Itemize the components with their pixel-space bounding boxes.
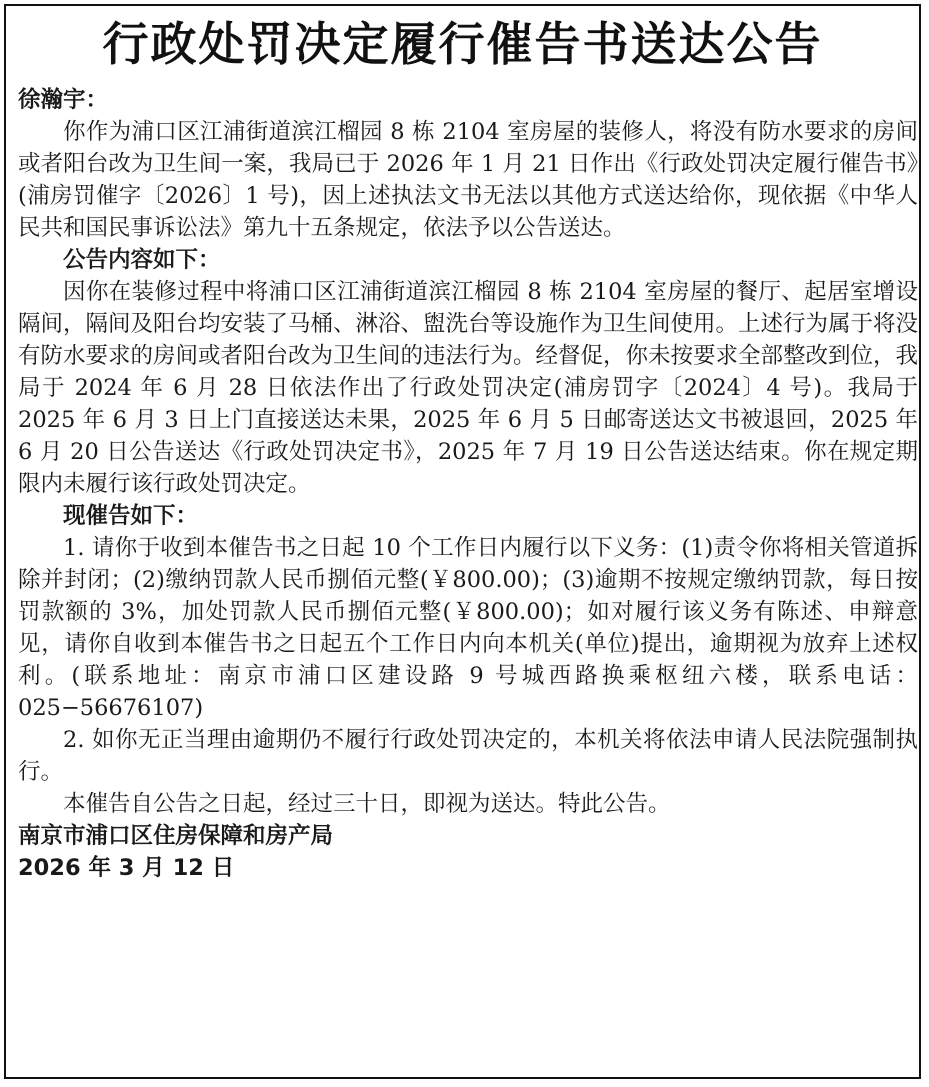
intro-paragraph: 你作为浦口区江浦街道滨江榴园 8 栋 2104 室房屋的装修人，将没有防水要求的房间或者阳台改为卫生间一案，我局已于 2026 年 1 月 21 日作出《行政处罚决定履行催告书》(浦房罚催字〔2026〕1 号)，因上述执法文书无法以其他方式送达给你，现依据《中华人民共和国民事诉讼法》第九十五条规定，依法予以公告送达。 (18, 119, 918, 241)
content-paragraph: 因你在装修过程中将浦口区江浦街道滨江榴园 8 栋 2104 室房屋的餐厅、起居室增设隔间，隔间及阳台均安装了马桶、淋浴、盥洗台等设施作为卫生间使用。上述行为属于将没有防水要求的房间或者阳台改为卫生间的违法行为。经督促，你未按要求全部整改到位，我局于 2024 年 6 月 28 日依法作出了行政处罚决定(浦房罚字〔2024〕4 号)。我局于 2025 年 6 月 3 日上门直接送达未果，2025 年 6 月 5 日邮寄送达文书被退回，2025 年 6 月 20 日公告送达《行政处罚决定书》，2025 年 7 月 19 日公告送达结束。你在规定期限内未履行该行政处罚决定。 (18, 279, 919, 497)
addressee: 徐瀚宇： (18, 87, 109, 113)
urge-item-2: 2. 如你无正当理由逾期仍不履行行政处罚决定的，本机关将依法申请人民法院强制执行。 (18, 727, 918, 785)
notice-title: 行政处罚决定履行催告书送达公告 (102, 17, 823, 71)
urge-item-1: 1. 请你于收到本催告书之日起 10 个工作日内履行以下义务：(1)责令你将相关管道拆除并封闭；(2)缴纳罚款人民币捌佰元整(￥800.00)；(3)逾期不按规定缴纳罚款，每日按罚款额的 3%，加处罚款人民币捌佰元整(￥800.00)；如对履行该义务有陈述、申辩意见，请你自收到本催告书之日起五个工作日内向本机关(单位)提出，逾期视为放弃上述权利。(联系地址：南京市浦口区建设路 9 号城西路换乘枢纽六楼，联系电话：025−56676107) (18, 535, 918, 721)
closing-paragraph: 本催告自公告之日起，经过三十日，即视为送达。特此公告。 (63, 791, 671, 817)
issue-date: 2026 年 3 月 12 日 (18, 855, 235, 881)
section-heading-urge: 现催告如下： (63, 503, 199, 529)
notice-frame (4, 4, 921, 1079)
issuer: 南京市浦口区住房保障和房产局 (18, 823, 334, 849)
notice-body (18, 84, 918, 884)
section-heading-content: 公告内容如下： (63, 247, 221, 273)
